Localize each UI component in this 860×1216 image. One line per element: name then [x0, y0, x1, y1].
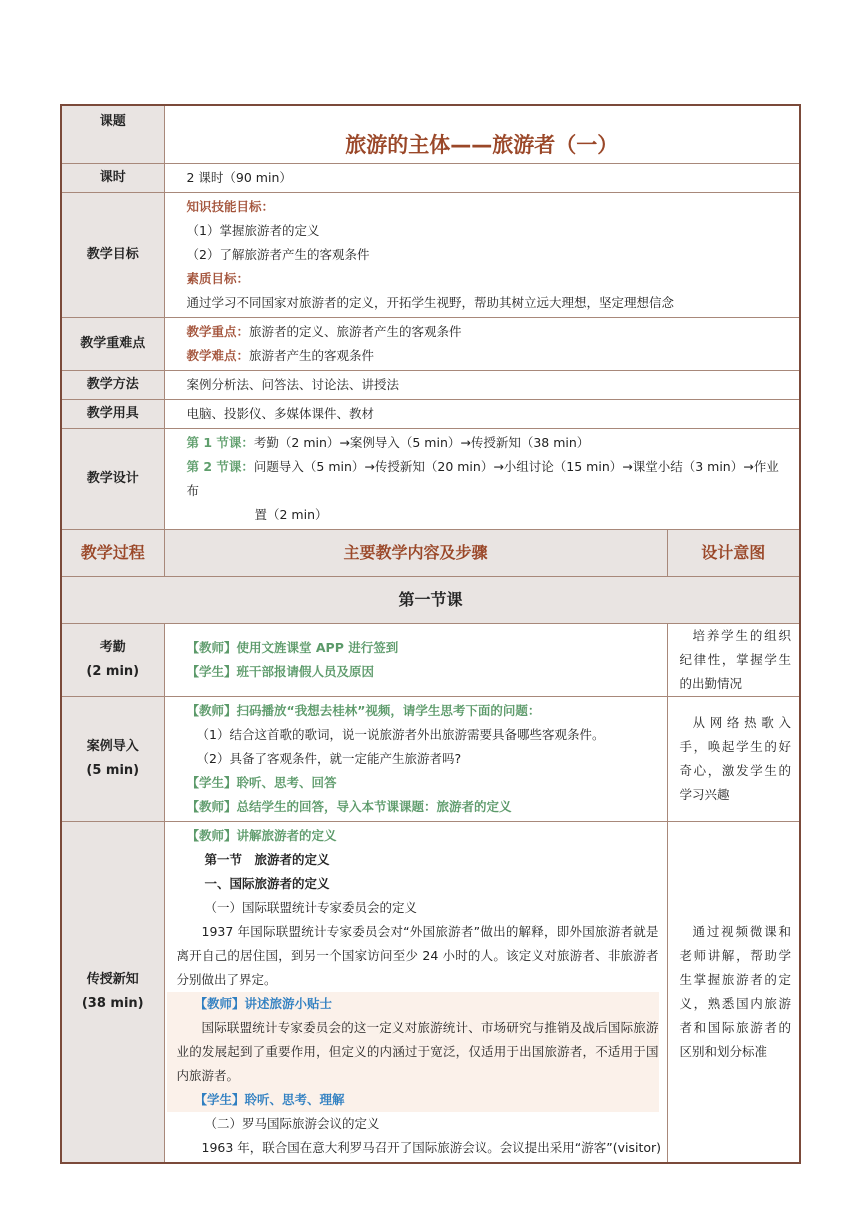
objectives-row [61, 193, 800, 318]
knowledge-item-2: （2）了解旅游者产生的客观条件 [186, 247, 370, 262]
focus-prefix: 教学重点： [186, 324, 250, 339]
difficulty-text: 旅游者产生的客观条件 [249, 348, 375, 363]
section-title-row [61, 577, 800, 624]
attendance-content [164, 624, 667, 697]
tools-value: 电脑、投影仪、多媒体课件、教材 [164, 400, 800, 429]
quality-text: 通过学习不同国家对旅游者的定义，开拓学生视野，帮助其树立远大理想，坚定理想信念 [186, 295, 675, 310]
hours-label: 课时 [61, 164, 164, 193]
tip-text: 国际联盟统计专家委员会的这一定义对旅游统计、市场研究与推销及战后国际旅游业的发展起到了重要作用，但定义的内涵过于宽泛，仅适用于出国旅游者，不适用于国内旅游者。 [176, 1020, 659, 1083]
case-label: 案例导入 [86, 739, 139, 754]
attendance-line-2: 【学生】班干部报请假人员及原因 [186, 664, 375, 679]
case-question-2: （2）具备了客观条件，就一定能产生旅游者吗? [196, 751, 462, 766]
attendance-intent: 培养学生的组织纪律性，掌握学生的出勤情况 [667, 624, 800, 697]
teach-subheading-1a: （一）国际联盟统计专家委员会的定义 [204, 900, 418, 915]
tools-label: 教学用具 [61, 400, 164, 429]
tools-row [61, 400, 800, 429]
design-row [61, 429, 800, 530]
hours-row [61, 164, 800, 193]
process-header-row [61, 530, 800, 577]
case-content [164, 697, 667, 822]
lesson2-prefix: 第 2 节课： [186, 459, 254, 474]
teach-teacher-1: 【教师】讲解旅游者的定义 [186, 828, 337, 843]
tip-student: 【学生】聆听、思考、理解 [194, 1092, 345, 1107]
teach-section-heading: 第一节 旅游者的定义 [204, 852, 330, 867]
teach-paragraph-2: 1963 年，联合国在意大利罗马召开了国际旅游会议。会议提出采用“游客”(visitor) [201, 1140, 662, 1155]
case-teacher-1: 【教师】扫码播放“我想去桂林”视频，请学生思考下面的问题： [186, 703, 541, 718]
section-title: 第一节课 [61, 577, 800, 624]
lesson1-text: 考勤（2 min）→案例导入（5 min）→传授新知（38 min） [253, 435, 590, 450]
design-label: 教学设计 [61, 429, 164, 530]
quality-heading: 素质目标： [186, 271, 250, 286]
teach-intent: 通过视频微课和老师讲解，帮助学生掌握旅游者的定义，熟悉国内旅游者和国际旅游者的区别和划分标准 [667, 822, 800, 1164]
lesson2-continuation: 置（2 min） [254, 507, 328, 522]
teach-content [164, 822, 667, 1164]
objectives-label: 教学目标 [61, 193, 164, 318]
tip-title: 【教师】讲述旅游小贴士 [194, 996, 333, 1011]
teach-subheading-1b: （二）罗马国际旅游会议的定义 [204, 1116, 380, 1131]
lesson-plan-table [60, 104, 801, 1164]
teach-row [61, 822, 800, 1164]
key-points-label: 教学重难点 [61, 318, 164, 371]
process-header-col2: 主要教学内容及步骤 [164, 530, 667, 577]
knowledge-item-1: （1）掌握旅游者的定义 [186, 223, 320, 238]
tip-box [167, 992, 659, 1112]
key-points-row [61, 318, 800, 371]
focus-text: 旅游者的定义、旅游者产生的客观条件 [249, 324, 462, 339]
objectives-content [164, 193, 800, 318]
topic-row [61, 105, 800, 164]
process-header-col1: 教学过程 [61, 530, 164, 577]
design-content [164, 429, 800, 530]
process-header-col3: 设计意图 [667, 530, 800, 577]
case-student: 【学生】聆听、思考、回答 [186, 775, 337, 790]
case-time: (5 min) [86, 763, 140, 778]
topic-title: 旅游的主体——旅游者（一） [164, 105, 800, 164]
teach-label: 传授新知 [86, 972, 139, 987]
difficulty-prefix: 教学难点： [186, 348, 250, 363]
attendance-label-cell [61, 624, 164, 697]
case-row [61, 697, 800, 822]
methods-label: 教学方法 [61, 371, 164, 400]
lesson1-prefix: 第 1 节课： [186, 435, 254, 450]
lesson2-text: 问题导入（5 min）→传授新知（20 min）→小组讨论（15 min）→课堂小结（3 min）→作业布 [186, 459, 779, 498]
topic-label: 课题 [61, 105, 164, 164]
case-intent: 从网络热歌入手，唤起学生的好奇心，激发学生的学习兴趣 [667, 697, 800, 822]
teach-time: (38 min) [81, 996, 144, 1011]
lesson-plan-page [60, 104, 799, 1164]
methods-value: 案例分析法、问答法、讨论法、讲授法 [164, 371, 800, 400]
teach-paragraph-1: 1937 年国际联盟统计专家委员会对“外国旅游者”做出的解释，即外国旅游者就是离开自己的居住国，到另一个国家访问至少 24 小时的人。该定义对旅游者、非旅游者分别做出了界定。 [176, 924, 659, 987]
methods-row [61, 371, 800, 400]
case-label-cell [61, 697, 164, 822]
hours-value: 2 课时（90 min） [164, 164, 800, 193]
case-teacher-2: 【教师】总结学生的回答，导入本节课课题：旅游者的定义 [186, 799, 512, 814]
teach-subheading-1: 一、国际旅游者的定义 [204, 876, 330, 891]
attendance-label: 考勤 [99, 640, 126, 655]
case-question-1: （1）结合这首歌的歌词，说一说旅游者外出旅游需要具备哪些客观条件。 [196, 727, 605, 742]
knowledge-heading: 知识技能目标： [186, 199, 275, 214]
attendance-row [61, 624, 800, 697]
attendance-time: (2 min) [86, 664, 140, 679]
key-points-content [164, 318, 800, 371]
teach-label-cell [61, 822, 164, 1164]
attendance-line-1: 【教师】使用文旌课堂 APP 进行签到 [186, 640, 399, 655]
